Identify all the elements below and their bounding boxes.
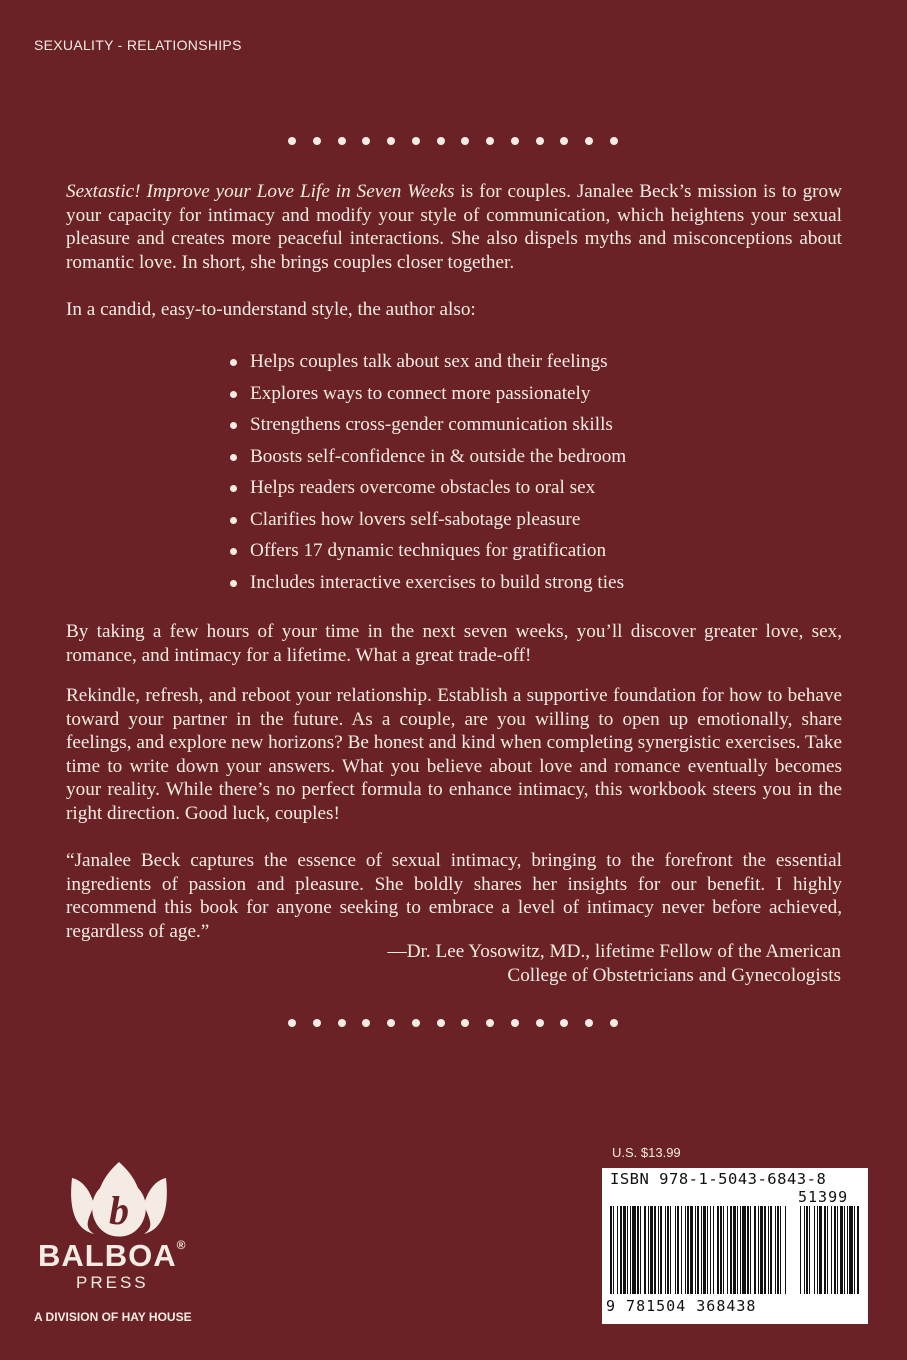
feature-list: [230, 346, 790, 598]
list-item: Explores ways to connect more passionately: [230, 378, 790, 410]
rekindle-paragraph: Rekindle, refresh, and reboot your relationship. Establish a supportive foundation for how to behave toward your partner in the future. As a couple, are you willing to open up emotionally, share feelings, and explore new horizons? Be honest and kind when completing synergistic exercises. Take time to write down your answers. What you believe about love and romance eventually becomes your reality. While there’s no perfect formula to enhance intimacy, this workbook steers you in the right direction. Good luck, couples!: [66, 685, 842, 824]
logo-letter: b: [109, 1188, 129, 1233]
endorsement-quote: “Janalee Beck captures the essence of sexual intimacy, bringing to the forefront the essential ingredients of passion and pleasure. She boldly shares her insights for our benefit. I highly recommend this book for anyone seeking to embrace a level of intimacy never before achieved, regardless of age.”: [66, 850, 842, 942]
list-item: Offers 17 dynamic techniques for gratification: [230, 535, 790, 567]
barcode-bars: [608, 1206, 864, 1298]
attribution-line: College of Obstetricians and Gynecologists: [507, 964, 841, 986]
list-item: Helps couples talk about sex and their feelings: [230, 346, 790, 378]
quote-attribution: [341, 940, 841, 987]
registered-mark: ®: [176, 1238, 187, 1252]
publisher-sub: PRESS: [76, 1273, 149, 1292]
barcode: [602, 1168, 868, 1324]
list-item: Boosts self-confidence in & outside the bedroom: [230, 441, 790, 473]
book-title: Sextastic! Improve your Love Life in Seven Weeks: [66, 181, 455, 202]
dot-divider-bottom: [288, 1018, 618, 1028]
price-label: U.S. $13.99: [612, 1145, 681, 1160]
lead-in-paragraph: In a candid, easy-to-understand style, the author also:: [66, 299, 476, 320]
intro-paragraph: [66, 180, 842, 274]
isbn-text: ISBN 978-1-5043-6843-8: [610, 1170, 827, 1188]
dot-divider-top: [288, 136, 618, 146]
ean-number: 9 781504 368438: [606, 1297, 757, 1315]
category-label: SEXUALITY - RELATIONSHIPS: [34, 37, 242, 53]
lotus-icon: [64, 1160, 174, 1240]
publisher-division: A DIVISION OF HAY HOUSE: [34, 1310, 192, 1324]
publisher-logo: [34, 1160, 204, 1330]
addon-code: 51399: [798, 1188, 849, 1206]
list-item: Helps readers overcome obstacles to oral sex: [230, 472, 790, 504]
list-item: Strengthens cross-gender communication skills: [230, 409, 790, 441]
time-paragraph: By taking a few hours of your time in the next seven weeks, you’ll discover greater love, sex, romance, and intimacy for a lifetime. What a great trade-off!: [66, 621, 842, 666]
list-item: Includes interactive exercises to build strong ties: [230, 567, 790, 599]
publisher-name: [38, 1238, 208, 1274]
attribution-line: —Dr. Lee Yosowitz, MD., lifetime Fellow of the American: [387, 941, 841, 962]
publisher-name-text: BALBOA: [38, 1238, 177, 1273]
list-item: Clarifies how lovers self-sabotage pleasure: [230, 504, 790, 536]
intro-text: is for couples. Janalee Beck’s mission is to grow your capacity for intimacy and modify your style of communication, which heightens your sexual pleasure and creates more peaceful interactions. She also dispels myths and misconceptions about romantic love. In short, she brings couples closer together.: [66, 181, 843, 273]
